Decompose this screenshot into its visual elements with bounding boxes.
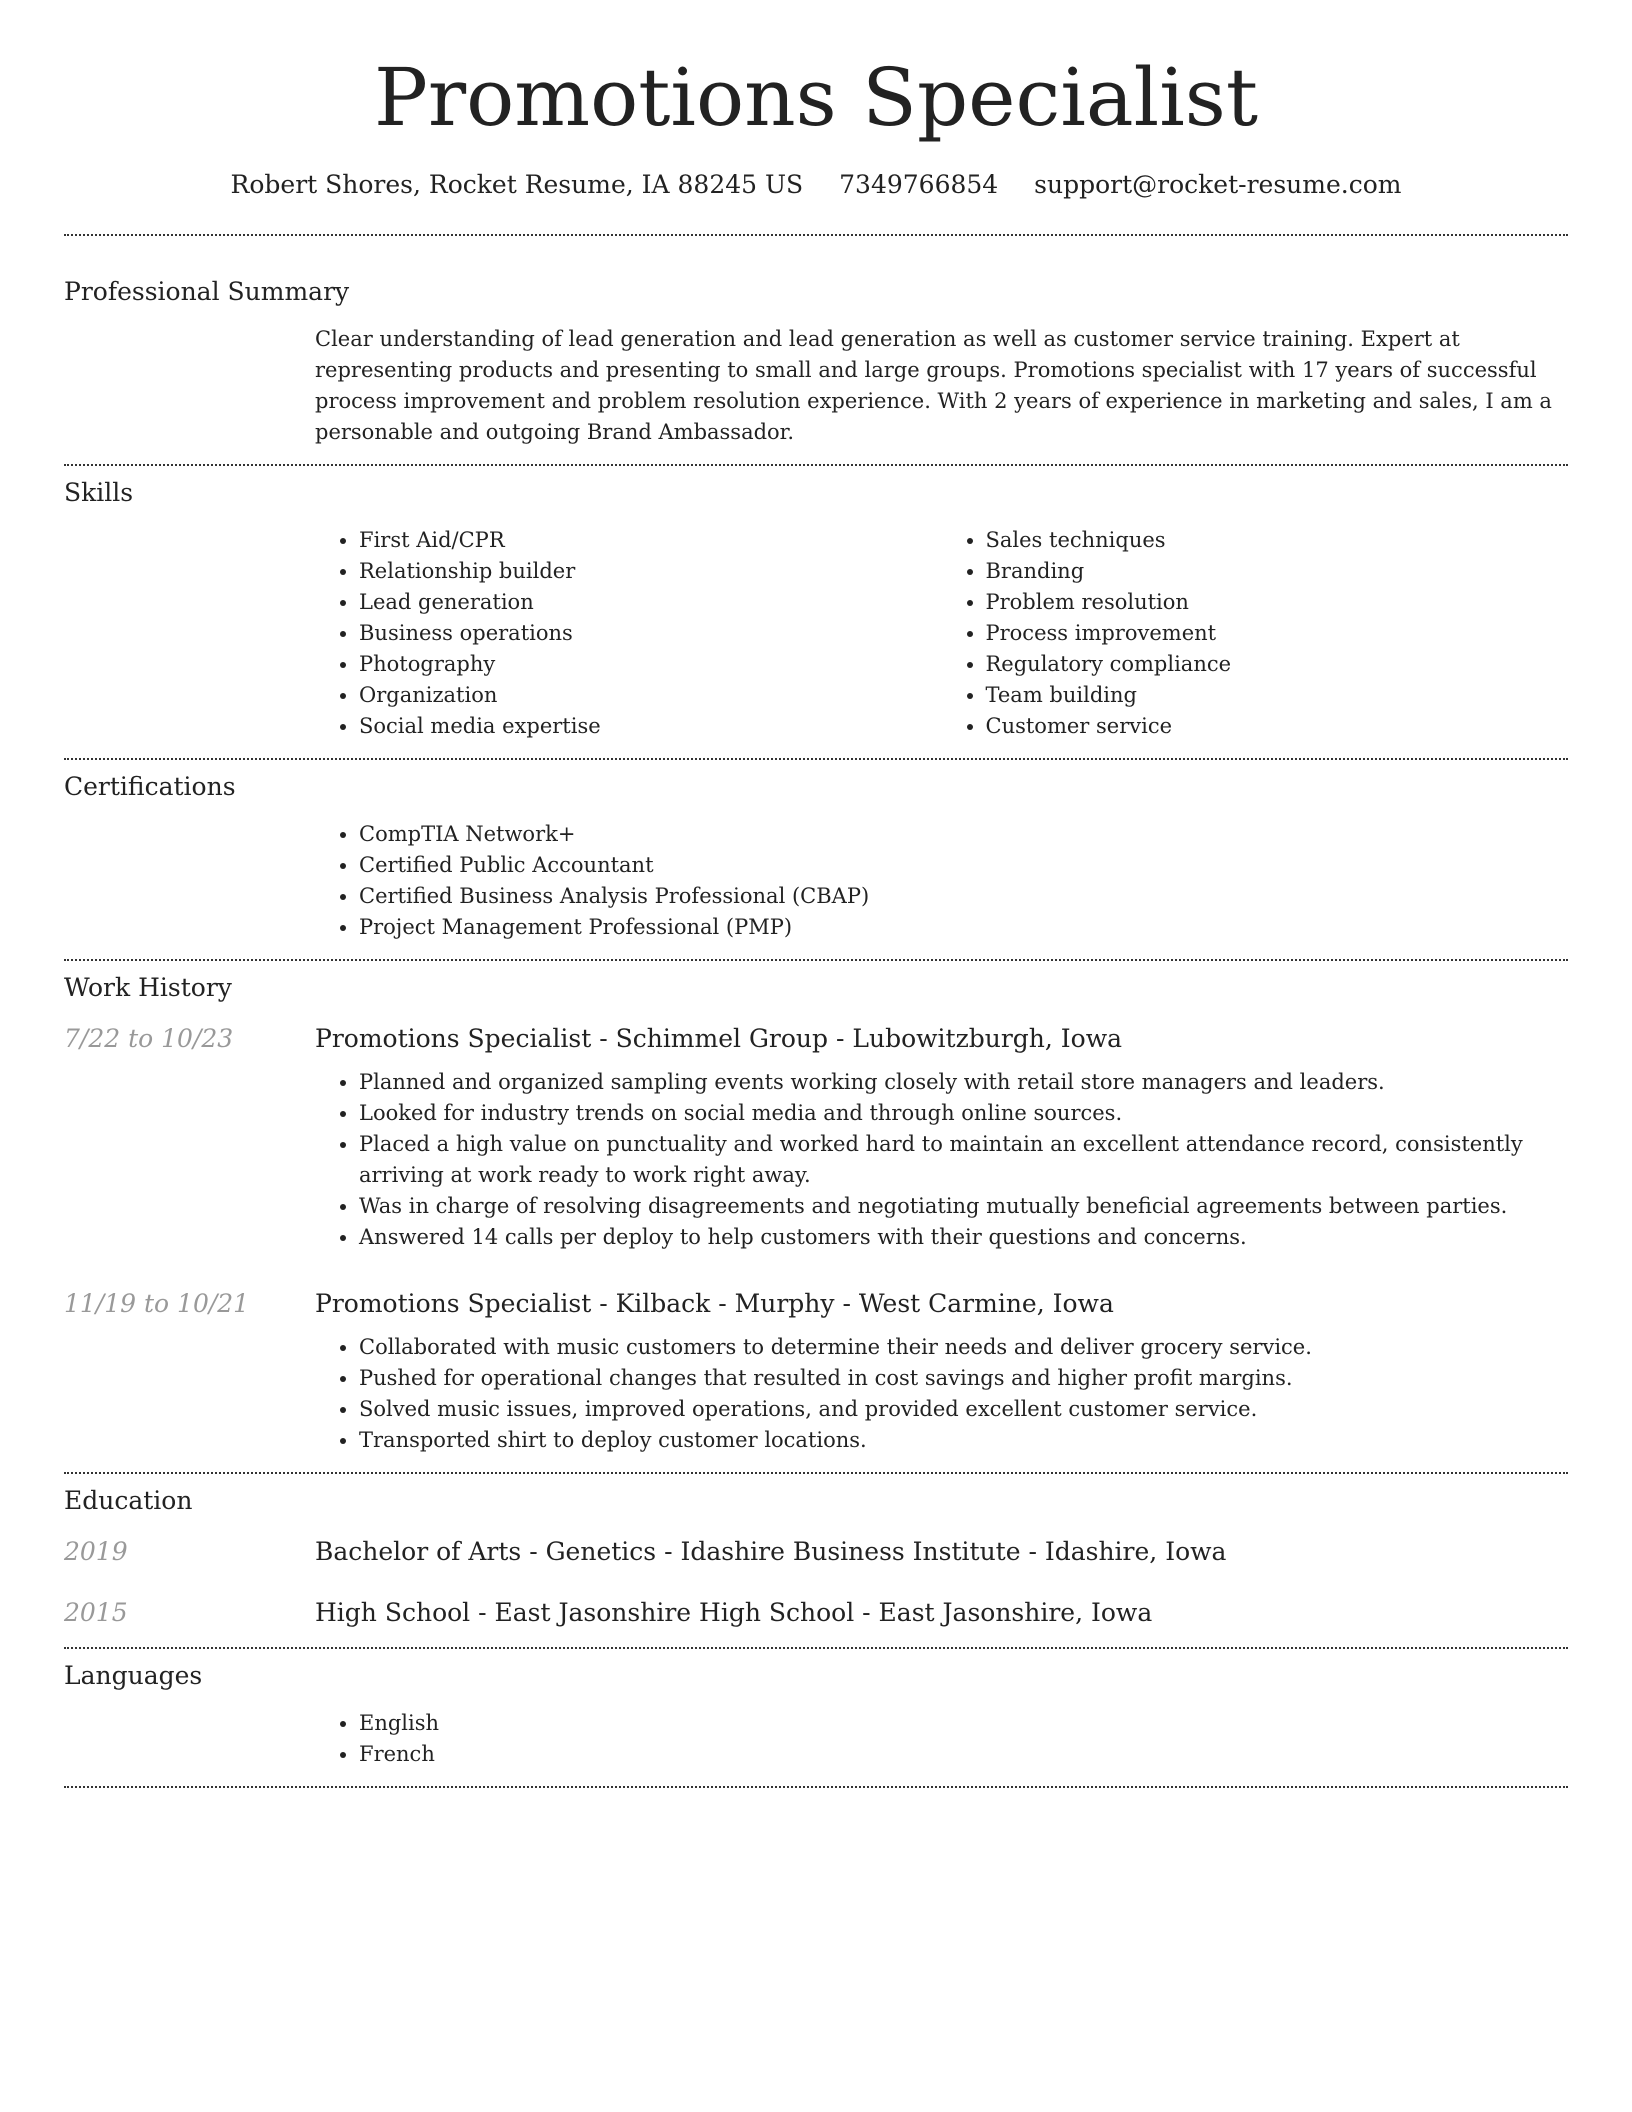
job-bullets (315, 1067, 1568, 1253)
divider (64, 464, 1568, 466)
summary-text: Clear understanding of lead generation and lead generation as well as customer service training. Expert at representing products and presenting to small and large groups. Promotions specialist with 17 years of successful process improvement and problem resolution experience. With 2 years of experience in marketing and sales, I am a personable and outgoing Brand Ambassador. (315, 327, 1552, 444)
divider (64, 1472, 1568, 1474)
job-bullets (315, 1332, 1568, 1456)
education-entry (64, 1537, 1568, 1566)
education-entry (64, 1598, 1568, 1627)
section-title-certifications: Certifications (64, 772, 236, 801)
education-year: 2015 (64, 1598, 128, 1627)
list-item: • Certified Public Accountant (359, 850, 1568, 881)
list-item: • Pushed for operational changes that resulted in cost savings and higher profit margins. (359, 1363, 1568, 1394)
certifications-block (315, 819, 1568, 943)
list-item: • CompTIA Network+ (359, 819, 1568, 850)
list-item: • Project Management Professional (PMP) (359, 912, 1568, 943)
list-item: • Sales techniques (986, 525, 1569, 556)
skills-list-left (315, 525, 942, 742)
skills-list-right (942, 525, 1569, 742)
list-item: • First Aid/CPR (359, 525, 942, 556)
list-item: • Transported shirt to deploy customer locations. (359, 1425, 1568, 1456)
contact-email: support@rocket-resume.com (1034, 170, 1402, 199)
list-item: • Organization (359, 680, 942, 711)
list-item: • Collaborated with music customers to determine their needs and deliver grocery service. (359, 1332, 1568, 1363)
list-item: • Process improvement (986, 618, 1569, 649)
list-item: • Lead generation (359, 587, 942, 618)
certifications-list (315, 819, 1568, 943)
list-item: • Photography (359, 649, 942, 680)
list-item: • Relationship builder (359, 556, 942, 587)
list-item: • French (359, 1739, 1568, 1770)
section-title-education: Education (64, 1486, 193, 1515)
list-item: • Business operations (359, 618, 942, 649)
job-title: Promotions Specialist - Kilback - Murphy - West Carmine, Iowa (315, 1289, 1114, 1318)
job-bullet-list (315, 1332, 1568, 1456)
list-item: • Looked for industry trends on social media and through online sources. (359, 1098, 1568, 1129)
resume-page (64, 0, 1568, 1788)
section-title-skills: Skills (64, 478, 134, 507)
list-item: • Branding (986, 556, 1569, 587)
list-item: • Solved music issues, improved operations, and provided excellent customer service. (359, 1394, 1568, 1425)
education-title: Bachelor of Arts - Genetics - Idashire Business Institute - Idashire, Iowa (315, 1537, 1227, 1566)
divider (64, 959, 1568, 961)
list-item: • English (359, 1708, 1568, 1739)
divider (64, 1786, 1568, 1788)
education-year: 2019 (64, 1537, 128, 1566)
contact-line (64, 170, 1568, 199)
job-dates: 11/19 to 10/21 (64, 1289, 250, 1318)
list-item: • Problem resolution (986, 587, 1569, 618)
list-item: • Was in charge of resolving disagreements and negotiating mutually beneficial agreements between parties. (359, 1191, 1568, 1222)
divider (64, 758, 1568, 760)
skills-grid (315, 525, 1568, 742)
list-item: • Social media expertise (359, 711, 942, 742)
divider (64, 1647, 1568, 1649)
section-title-summary: Professional Summary (64, 277, 350, 306)
list-item: • Regulatory compliance (986, 649, 1569, 680)
education-title: High School - East Jasonshire High School - East Jasonshire, Iowa (315, 1598, 1153, 1627)
job-entry (64, 1024, 1568, 1053)
section-title-work-history: Work History (64, 973, 232, 1002)
languages-list (315, 1708, 1568, 1770)
list-item: • Certified Business Analysis Professional (CBAP) (359, 881, 1568, 912)
job-dates: 7/22 to 10/23 (64, 1024, 234, 1053)
resume-name: Promotions Specialist (374, 51, 1258, 144)
list-item: • Placed a high value on punctuality and worked hard to maintain an excellent attendance record, consistently arriving at work ready to work right away. (359, 1129, 1568, 1191)
list-item: • Planned and organized sampling events working closely with retail store managers and leaders. (359, 1067, 1568, 1098)
list-item: • Customer service (986, 711, 1569, 742)
languages-block (315, 1708, 1568, 1770)
list-item: • Team building (986, 680, 1569, 711)
job-bullet-list (315, 1067, 1568, 1253)
contact-phone: 7349766854 (839, 170, 999, 199)
divider (64, 234, 1568, 236)
list-item: • Answered 14 calls per deploy to help customers with their questions and concerns. (359, 1222, 1568, 1253)
job-entry (64, 1289, 1568, 1318)
section-title-languages: Languages (64, 1661, 203, 1690)
contact-address: Robert Shores, Rocket Resume, IA 88245 US (230, 170, 804, 199)
job-title: Promotions Specialist - Schimmel Group - Lubowitzburgh, Iowa (315, 1024, 1123, 1053)
